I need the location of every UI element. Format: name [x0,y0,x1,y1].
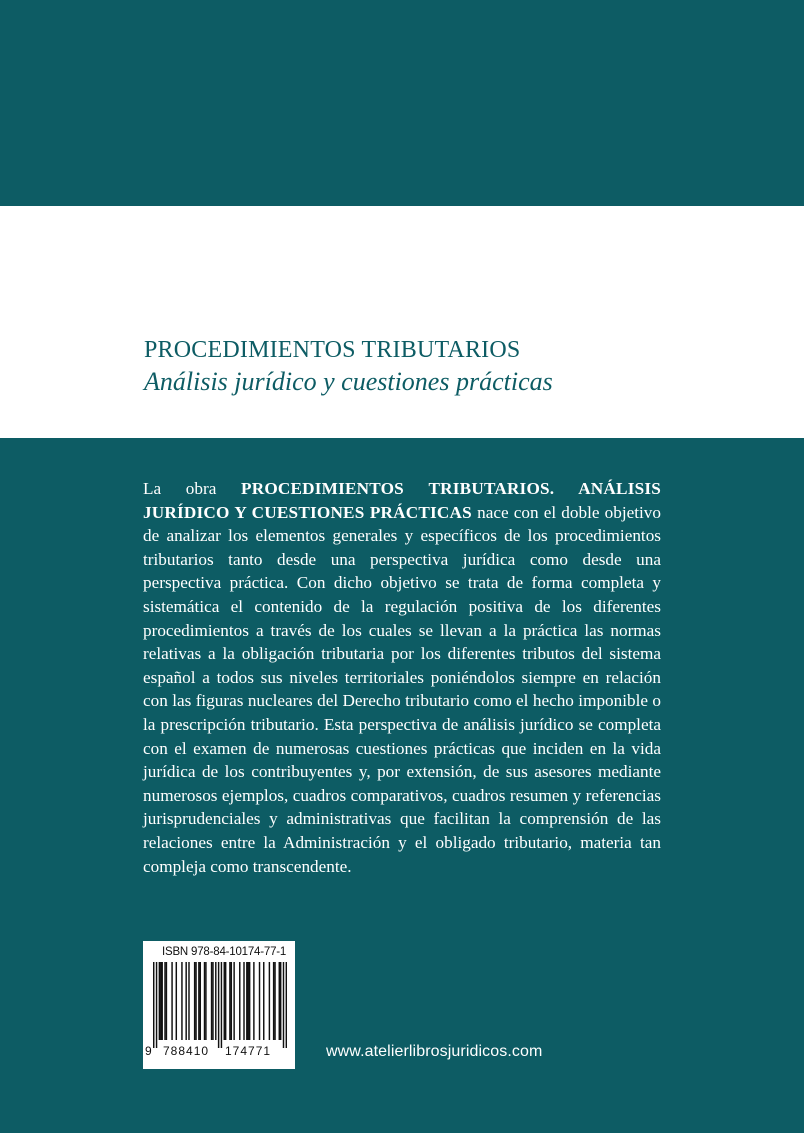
barcode-bar [166,962,167,1040]
barcode-bar [286,962,287,1048]
barcode-bar [200,962,201,1040]
cover-top-band [0,0,804,206]
barcode-bar [161,962,162,1040]
barcode-bar [215,962,216,1040]
barcode-bar [233,962,234,1040]
barcode-bar [181,962,182,1040]
barcode-bar [221,962,222,1048]
barcode-bar [274,962,275,1040]
barcode-bar [253,962,254,1040]
barcode-bar [156,962,157,1048]
title-block [144,336,664,396]
barcode-bar [218,962,219,1048]
barcode-bar [263,962,264,1040]
barcode-bar [239,962,240,1040]
barcode-bar [259,962,260,1040]
publisher-website: www.atelierlibrosjuridicos.com [326,1043,543,1060]
barcode-bar [212,962,213,1040]
barcode-bar [198,962,199,1040]
barcode-bar [195,962,196,1040]
barcode-bar [211,962,212,1040]
barcode-bar [280,962,281,1040]
barcode-bar [159,962,160,1040]
blurb-bold-title: PROCEDIMIENTOS TRIBUTARIOS. ANÁLISIS JURÍDICO Y CUESTIONES PRÁCTICAS [143,479,661,522]
barcode-bar [185,962,186,1040]
barcode-bar [224,962,225,1040]
blurb-lead: La obra [143,479,242,498]
barcode-bar [205,962,206,1040]
blurb-body: nace con el doble objetivo de analizar los elementos generales y específicos de los procedimientos tributarios tanto desde una perspectiva jurídica como desde una perspectiva práctica. Con dicho objetivo se trata de forma completa y sistemática el contenido de la regulación positiva de los diferentes procedimientos a través de los cuales se llevan a la práctica las normas relativas a la obligación tributaria por los diferentes tributos del sistema español a todos sus niveles territoriales poniéndolos siempre en relación con las figuras nucleares del Derecho tributario como el hecho imponible o la prescripción tributario. Esta perspectiva de análisis jurídico se completa con el examen de numerosas cuestiones prácticas que inciden en la vida jurídica de los contribuyentes y, por extensión, de sus asesores mediante numerosos ejemplos, cuadros comparativos, cuadros resumen y referencias jurisprudenciales y administrativas que facilitan la comprensión de las relaciones entre la Administración y el obligado tributario, materia tan compleja como transcendente. [143,502,661,876]
barcode-bar [171,962,172,1040]
barcode-digit-lead: 9 [145,1044,152,1058]
barcode-bar [225,962,226,1040]
barcode-bar [243,962,244,1040]
barcode-bar [229,962,230,1040]
barcode-digits-left: 788410 [163,1044,210,1058]
barcode-bar [204,962,205,1040]
isbn-barcode [143,941,295,1069]
barcode-bar [248,962,249,1040]
barcode-bar [269,962,270,1040]
barcode-bar [188,962,189,1040]
isbn-label: ISBN 978-84-10174-77-1 [162,946,287,958]
book-title: PROCEDIMIENTOS TRIBUTARIOS [144,337,521,363]
barcode-bar [249,962,250,1040]
book-subtitle: Análisis jurídico y cuestiones prácticas [144,367,553,396]
barcode-bar [153,962,154,1048]
title-band [0,206,804,438]
barcode-digits-right: 174771 [225,1044,272,1058]
barcode-bar [231,962,232,1040]
barcode-bar [160,962,161,1040]
barcode-bar [273,962,274,1040]
barcode-bars [153,962,287,1048]
barcode-bar [164,962,165,1040]
barcode-bar [279,962,280,1040]
barcode-bar [283,962,284,1048]
barcode-bar [194,962,195,1040]
barcode-bar [246,962,247,1040]
back-cover-blurb [143,477,661,878]
barcode-bar [176,962,177,1040]
